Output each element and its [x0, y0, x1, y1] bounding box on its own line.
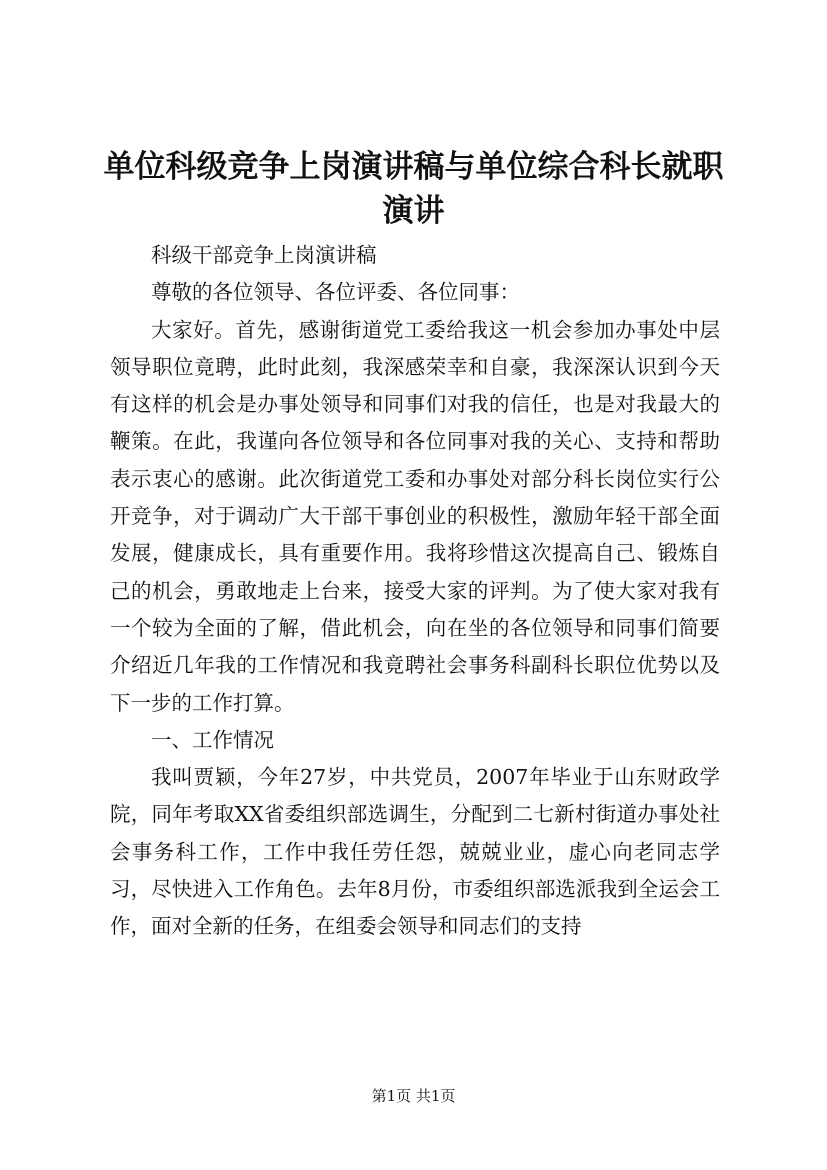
paragraph-introduction: 大家好。首先，感谢街道党工委给我这一机会参加办事处中层领导职位竟聘，此时此刻，我深感荣幸和自豪，我深深认识到今天有这样的机会是办事处领导和同事们对我的信任，也是对我最大的鞭策。在此，我谨向各位领导和各位同事对我的关心、支持和帮助表示衷心的感谢。此次街道党工委和办事处对部分科长岗位实行公开竞争，对于调动广大干部干事创业的积极性，激励年轻干部全面发展，健康成长，具有重要作用。我将珍惜这次提高自己、锻炼自己的机会，勇敢地走上台来，接受大家的评判。为了使大家对我有一个较为全面的了解，借此机会，向在坐的各位领导和同事们简要介绍近几年我的工作情况和我竟聘社会事务科副科长职位优势以及下一步的工作打算。	[110, 317, 720, 715]
paragraph-subtitle: 科级干部竞争上岗演讲稿	[151, 243, 377, 267]
paragraph-salutation: 尊敬的各位领导、各位评委、各位同事：	[151, 280, 520, 305]
document-title: 单位科级竞争上岗演讲稿与单位综合科长就职演讲	[103, 149, 724, 229]
document-body	[110, 237, 720, 946]
page-footer: 第1页 共1页	[371, 1087, 456, 1105]
section-heading-work: 一、工作情况	[151, 727, 274, 752]
paragraph-personal-info: 我叫贾颖，今年27岁，中共党员，2007年毕业于山东财政学院，同年考取XX省委组织部选调生，分配到二七新村街道办事处社会事务科工作，工作中我任劳任怨，兢兢业业，虚心向老同志学习，尽快进入工作角色。去年8月份，市委组织部选派我到全运会工作，面对全新的任务，在组委会领导和同志们的支持	[110, 765, 720, 939]
